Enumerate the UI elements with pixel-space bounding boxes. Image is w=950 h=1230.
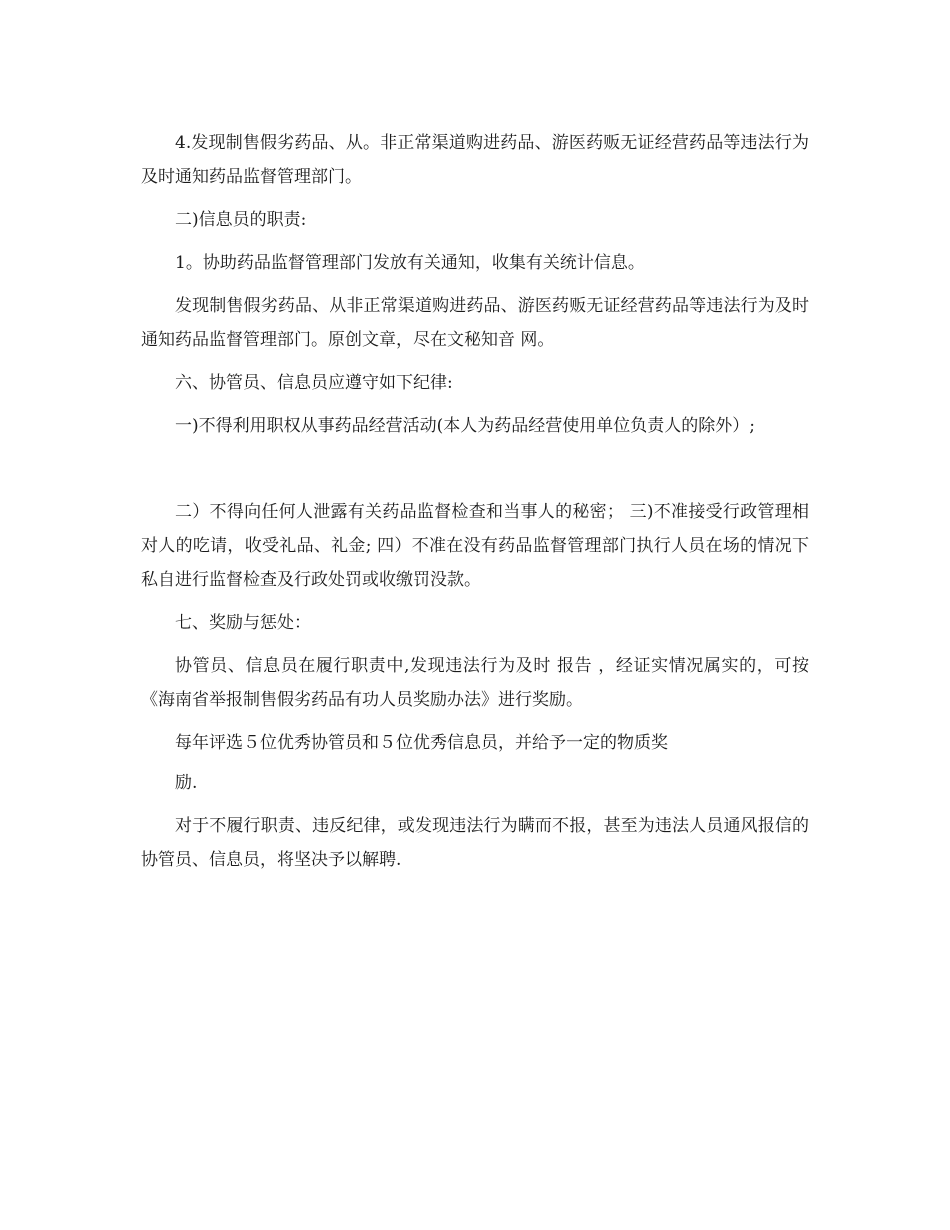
- paragraph-report-duties: 4.发现制售假劣药品、从。非正常渠道购进药品、游医药贩无证经营药品等违法行为及时通知药品监督管理部门。: [141, 133, 809, 187]
- heading-discipline: 六、协管员、信息员应遵守如下纪律:: [175, 373, 453, 393]
- document-body: [141, 126, 809, 886]
- paragraph-assist-notice: 1。协助药品监督管理部门发放有关通知，收集有关统计信息。: [175, 253, 645, 273]
- paragraph-annual-selection-continued: 励.: [175, 773, 198, 793]
- paragraph-dismissal: 对于不履行职责、违反纪律，或发现违法行为瞒而不报，甚至为违法人员通风报信的协管员、信息员，将坚决予以解聘.: [141, 816, 809, 870]
- paragraph-report-violations: 发现制售假劣药品、从非正常渠道购进药品、游医药贩无证经营药品等违法行为及时通知药品监督管理部门。原创文章，尽在文秘知音 网。: [141, 296, 809, 350]
- paragraph-annual-selection: 每年评选５位优秀协管员和５位优秀信息员，并给予一定的物质奖: [175, 733, 668, 753]
- heading-rewards-penalties: 七、奖励与惩处：: [175, 613, 311, 633]
- paragraph-reward-rules: 协管员、信息员在履行职责中,发现违法行为及时 报告 ，经证实情况属实的，可按《海南省举报制售假劣药品有功人员奖励办法》进行奖励。: [141, 656, 809, 710]
- paragraph-discipline-two-four: 二）不得向任何人泄露有关药品监督检查和当事人的秘密； 三)不准接受行政管理相对人的吃请，收受礼品、礼金; 四）不准在没有药品监督管理部门执行人员在场的情况下私自进行监督检查及行政处罚或收缴罚没款。: [141, 502, 809, 590]
- heading-informant-duties: 二)信息员的职责:: [175, 210, 307, 230]
- paragraph-discipline-one: 一)不得利用职权从事药品经营活动(本人为药品经营使用单位负责人的除外）;: [175, 416, 755, 436]
